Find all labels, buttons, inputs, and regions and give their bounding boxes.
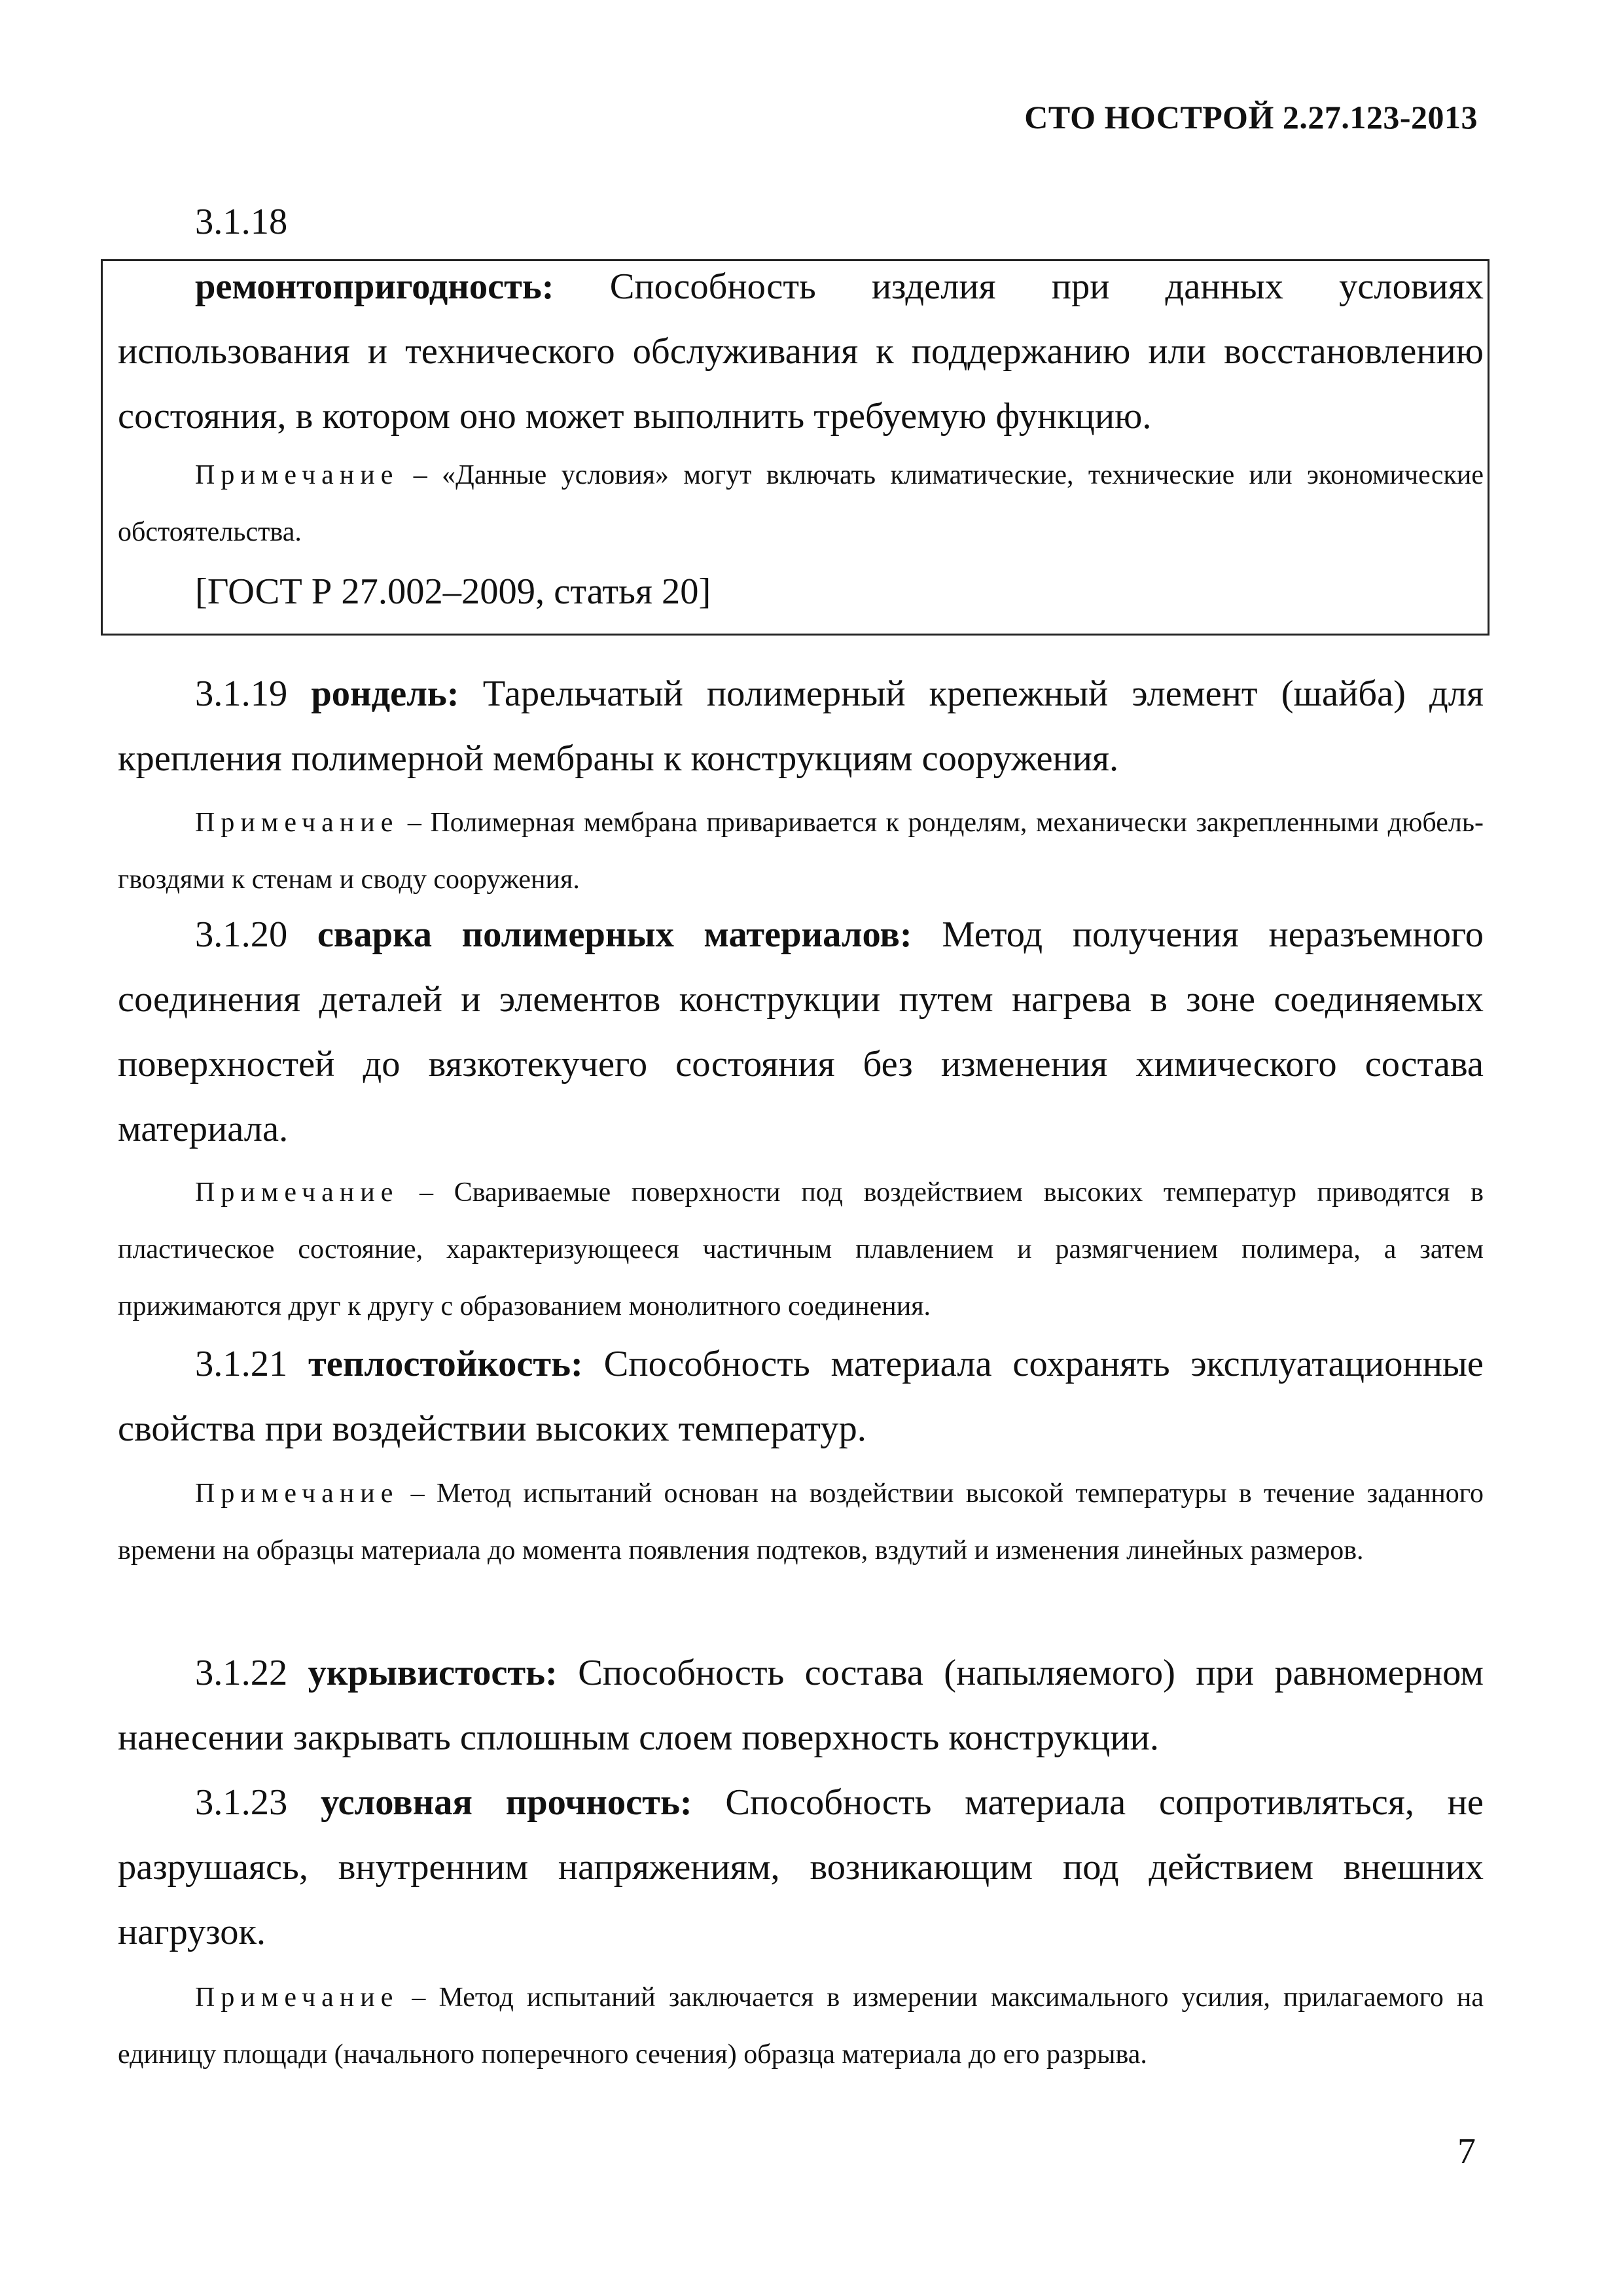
note-label: Примечание [195, 460, 399, 490]
note-label: Примечание [195, 1479, 399, 1509]
entry-definition-paragraph [118, 1770, 1484, 1965]
entry-definition: Способность материала сохранять эксплуатационные свойства при воздействии высоких температур. [118, 1344, 1484, 1449]
entry-definition: Способность материала сопротивляться, не разрушаясь, внутренним напряжениям, возникающим под действием внешних нагрузок. [118, 1782, 1484, 1952]
entry-number-3118: 3.1.18 [195, 202, 288, 242]
entry-definition: Способность состава (напыляемого) при равномерном нанесении закрывать сплошным слоем поверхность конструкции. [118, 1653, 1484, 1758]
entry-definition-paragraph [118, 662, 1484, 791]
entry-term: рондель: [311, 673, 459, 714]
note-label: Примечание [195, 808, 399, 838]
entry-3120 [118, 903, 1484, 1335]
entry-definition: Способность изделия при данных условиях использования и технического обслуживания к поддержанию или восстановлению состояния, в котором оно может выполнить требуемую функцию. [118, 266, 1484, 437]
document-code: СТО НОСТРОЙ 2.27.123-2013 [1024, 99, 1478, 135]
entry-3118-definition [118, 255, 1484, 449]
note-text: – Полимерная мембрана приваривается к ронделям, механически закрепленными дюбель-гвоздями к стенам и своду сооружения. [118, 808, 1484, 895]
note-text: – Метод испытаний основан на воздействии высокой температуры в течение заданного времени на образцы материала до момента появления подтеков, вздутий и изменения линейных размеров. [118, 1479, 1484, 1566]
entry-note [118, 1465, 1484, 1579]
note-label: Примечание [195, 1177, 399, 1208]
entry-number: 3.1.21 [195, 1344, 309, 1384]
note-label: Примечание [195, 1982, 399, 2013]
entry-number: 3.1.22 [195, 1653, 308, 1693]
entry-number: 3.1.19 [195, 673, 312, 714]
entry-term: ремонтопригодность: [195, 266, 554, 307]
entry-3123 [118, 1770, 1484, 2083]
entry-term: условная прочность: [320, 1782, 692, 1823]
entry-definition-paragraph [118, 1641, 1484, 1770]
entry-term: укрывистость: [308, 1653, 558, 1693]
note-text: – «Данные условия» могут включать климатические, технические или экономические обстоятельства. [118, 460, 1484, 547]
entry-number: 3.1.20 [195, 914, 317, 955]
entry-term: сварка полимерных материалов: [317, 914, 912, 955]
entry-note [118, 1969, 1484, 2083]
entry-term: теплостойкость: [308, 1344, 583, 1384]
entry-note [118, 1164, 1484, 1335]
entry-definition: Тарельчатый полимерный крепежный элемент (шайба) для крепления полимерной мембраны к конструкциям сооружения. [118, 673, 1484, 779]
entry-3121 [118, 1332, 1484, 1579]
entry-note [118, 795, 1484, 908]
note-text: – Метод испытаний заключается в измерении максимального усилия, прилагаемого на единицу площади (начального поперечного сечения) образца материала до его разрыва. [118, 1982, 1484, 2070]
note-text: – Свариваемые поверхности под воздействием высоких температур приводятся в пластическое состояние, характеризующееся частичным плавлением и размягчением полимера, а затем прижимаются друг к другу с образованием монолитного соединения. [118, 1177, 1484, 1321]
entry-3122 [118, 1641, 1484, 1770]
entry-definition-paragraph [118, 903, 1484, 1162]
entry-definition: Метод получения неразъемного соединения деталей и элементов конструкции путем нагрева в зоне соединяемых поверхностей до вязкотекучего состояния без изменения химического состава материала. [118, 914, 1484, 1149]
entry-definition-paragraph [118, 1332, 1484, 1462]
page-number: 7 [1457, 2131, 1476, 2172]
entry-3118-body [118, 255, 1484, 624]
entry-3118-note [118, 447, 1484, 561]
entry-3119 [118, 662, 1484, 908]
entry-3118-source: [ГОСТ Р 27.002–2009, статья 20] [195, 571, 711, 612]
entry-number: 3.1.23 [195, 1782, 321, 1823]
